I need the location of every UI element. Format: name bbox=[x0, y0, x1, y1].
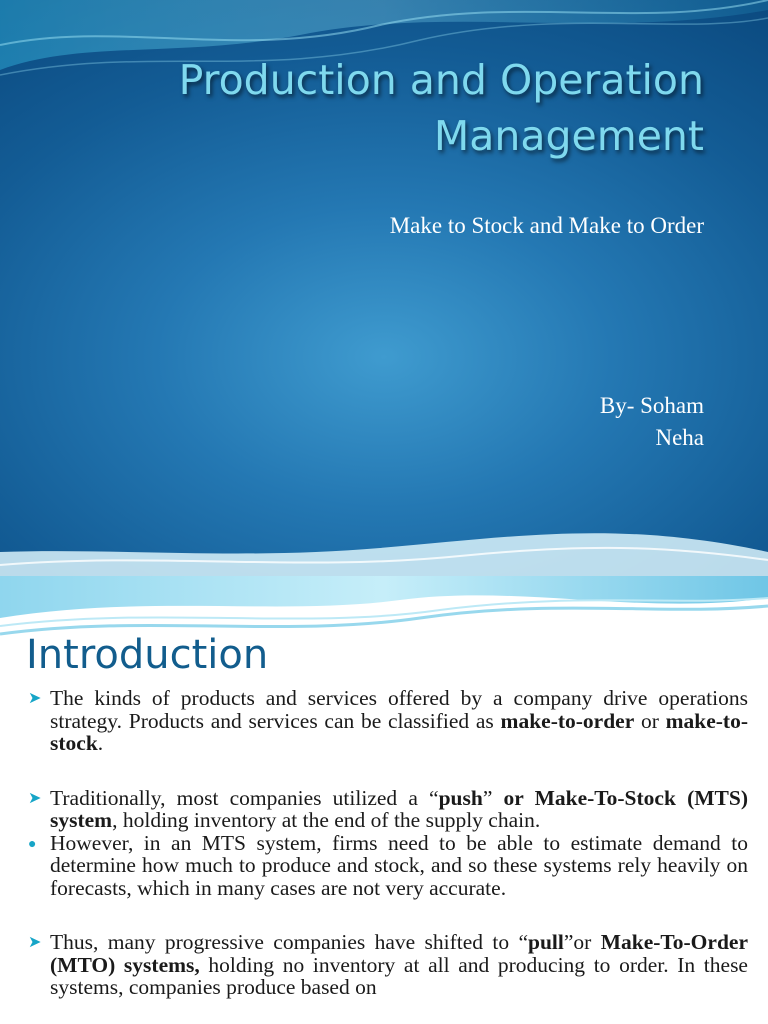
bullet-emphasis: make-to-stock bbox=[50, 708, 748, 755]
bullet-emphasis: make-to-order bbox=[500, 708, 635, 733]
bullet-item bbox=[28, 832, 748, 900]
bullet-emphasis: pull bbox=[528, 930, 564, 954]
bullet-text: ”or bbox=[563, 930, 601, 954]
bullet-emphasis: push bbox=[438, 785, 483, 810]
dot-bullet-icon: ● bbox=[28, 836, 37, 852]
bullet-text: However, in an MTS system, firms need to be able to estimate demand to determine how much to produce and stock, and so these systems rely heavily on forecasts, which in many cases are not very accurate. bbox=[50, 830, 748, 900]
bullet-list bbox=[28, 687, 748, 999]
arrow-bullet-icon: ➤ bbox=[28, 934, 42, 951]
bullet-item bbox=[28, 687, 748, 755]
author-line-2: Neha bbox=[655, 425, 704, 450]
bullet-emphasis: or Make-To-Stock (MTS) system bbox=[50, 785, 748, 832]
bullet-text: , holding inventory at the end of the supply chain. bbox=[112, 808, 541, 832]
bullet-text: holding no inventory at all and producing to order. In these systems, companies produce based on bbox=[50, 952, 748, 999]
bullet-item bbox=[28, 931, 748, 999]
bullet-emphasis: Make-To-Order (MTO) systems, bbox=[50, 930, 748, 977]
bullet-item bbox=[28, 787, 748, 832]
section-heading: Introduction bbox=[26, 632, 269, 678]
bullet-text: . bbox=[97, 731, 104, 755]
bullet-text: Traditionally, most companies utilized a “ bbox=[50, 785, 439, 810]
bullet-text: Thus, many progressive companies have shifted to “ bbox=[50, 930, 529, 954]
author-byline bbox=[600, 390, 704, 454]
subtitle: Make to Stock and Make to Order bbox=[389, 213, 704, 238]
introduction-slide bbox=[0, 576, 768, 1024]
author-line-1: By- Soham bbox=[599, 393, 704, 418]
bullet-text: ” bbox=[482, 785, 504, 810]
arrow-bullet-icon: ➤ bbox=[28, 789, 42, 807]
arrow-bullet-icon: ➤ bbox=[28, 690, 42, 707]
bullet-text: The kinds of products and services offered by a company drive operations strategy. Products and services can be classified as bbox=[50, 686, 748, 733]
page-title: Production and Operation Management bbox=[178, 56, 704, 160]
bullet-text: or bbox=[634, 708, 666, 733]
